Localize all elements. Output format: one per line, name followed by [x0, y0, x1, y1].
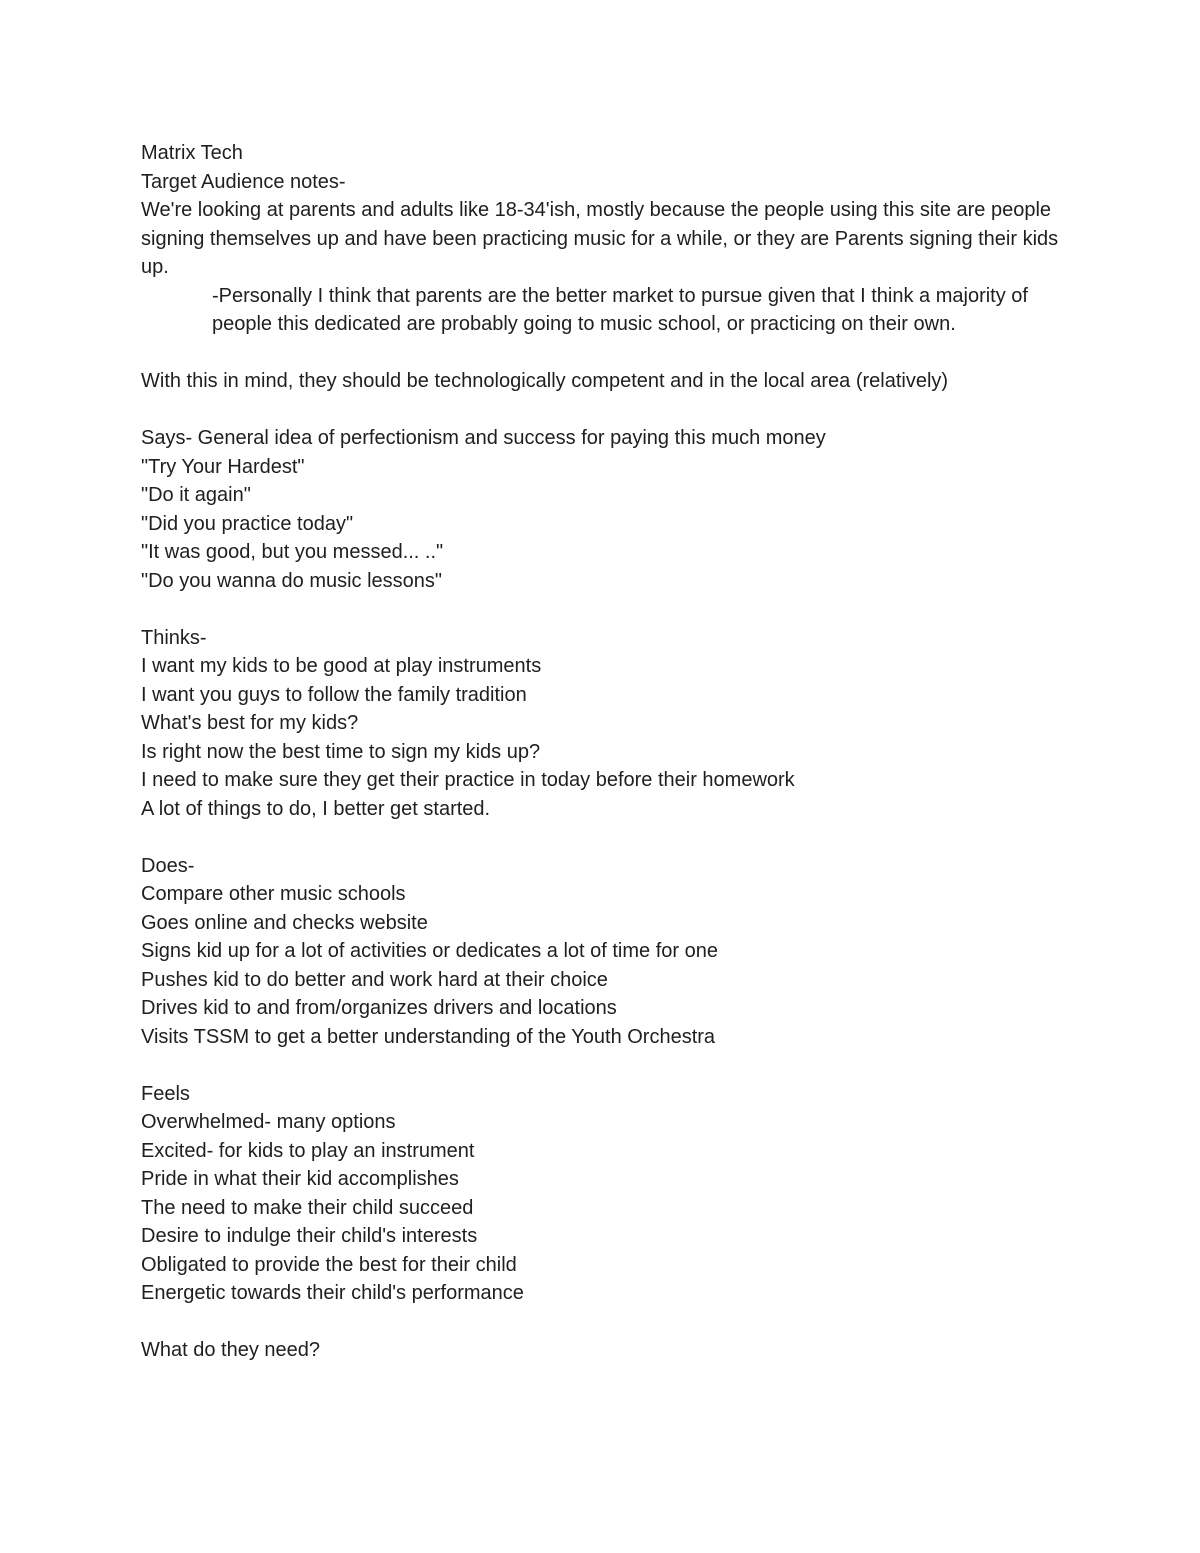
indented-note: -Personally I think that parents are the better market to pursue given that I think a majority of people this dedicated are probably going to music school, or practicing on their own.	[212, 284, 1028, 335]
thinks-section	[141, 624, 1071, 824]
feels-heading: Feels	[141, 1082, 190, 1105]
feels-item: Obligated to provide the best for their child	[141, 1253, 517, 1276]
blank-line	[141, 823, 1071, 852]
says-item: "Try Your Hardest"	[141, 455, 305, 478]
thinks-item: I want my kids to be good at play instruments	[141, 655, 542, 677]
does-item: Goes online and checks website	[141, 911, 428, 934]
says-item: "Do you wanna do music lessons"	[141, 569, 443, 592]
mindset-paragraph: With this in mind, they should be technologically competent and in the local area (relatively)	[141, 370, 949, 392]
does-item: Compare other music schools	[141, 883, 406, 905]
does-item: Signs kid up for a lot of activities or dedicates a lot of time for one	[141, 940, 718, 962]
needs-question: What do they need?	[141, 1339, 321, 1361]
thinks-item: I want you guys to follow the family tradition	[141, 683, 527, 706]
does-section	[141, 852, 1071, 1052]
says-item: "Do it again"	[141, 484, 251, 506]
intro-paragraph: We're looking at parents and adults like 18-34'ish, mostly because the people using this site are people signing themselves up and have been practicing music for a while, or they are Parents signing their kids up.	[141, 199, 1059, 278]
feels-item: Energetic towards their child's performance	[141, 1282, 524, 1304]
feels-item: Excited- for kids to play an instrument	[141, 1139, 475, 1162]
section-subtitle: Target Audience notes-	[141, 170, 346, 193]
feels-section	[141, 1080, 1071, 1308]
says-heading: Says- General idea of perfectionism and success for paying this much money	[141, 427, 826, 449]
blank-line	[141, 595, 1071, 624]
says-section	[141, 424, 1071, 595]
does-item: Pushes kid to do better and work hard at their choice	[141, 968, 608, 991]
blank-line	[141, 1051, 1071, 1080]
feels-item: Overwhelmed- many options	[141, 1111, 396, 1133]
blank-line	[141, 339, 1071, 368]
blank-line	[141, 1308, 1071, 1337]
feels-item: Desire to indulge their child's interests	[141, 1225, 478, 1247]
thinks-item: Is right now the best time to sign my kids up?	[141, 740, 541, 763]
document-title: Matrix Tech	[141, 142, 243, 164]
does-heading: Does-	[141, 854, 195, 877]
document-body	[141, 139, 1071, 1365]
thinks-item: I need to make sure they get their practice in today before their homework	[141, 769, 795, 791]
does-item: Visits TSSM to get a better understanding of the Youth Orchestra	[141, 1025, 716, 1048]
does-item: Drives kid to and from/organizes drivers and locations	[141, 997, 617, 1019]
thinks-item: What's best for my kids?	[141, 712, 359, 734]
thinks-heading: Thinks-	[141, 626, 207, 649]
says-item: "Did you practice today"	[141, 512, 354, 535]
blank-line	[141, 396, 1071, 425]
feels-item: The need to make their child succeed	[141, 1196, 474, 1219]
feels-item: Pride in what their kid accomplishes	[141, 1168, 459, 1190]
says-item: "It was good, but you messed... .."	[141, 541, 444, 563]
thinks-item: A lot of things to do, I better get started.	[141, 797, 491, 820]
